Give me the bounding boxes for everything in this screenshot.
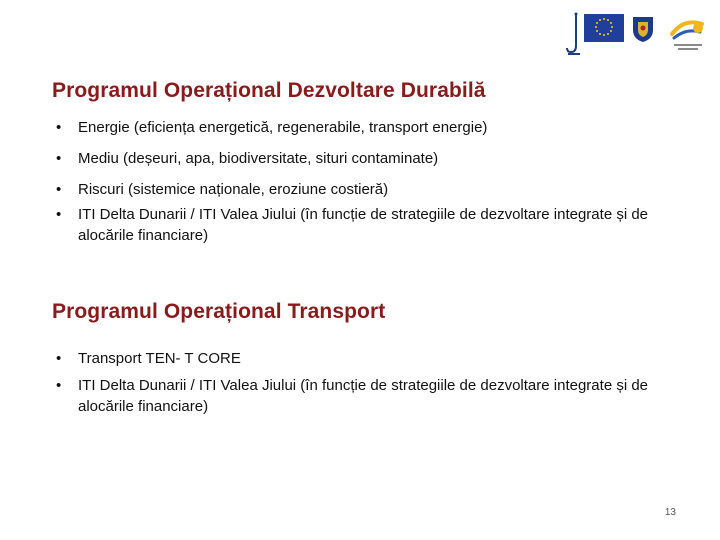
bullet-icon: •: [56, 206, 62, 223]
programme-logo-icon: [666, 14, 710, 54]
list-item: [52, 148, 672, 169]
list-item-text: ITI Delta Dunarii / ITI Valea Jiului (în funcție de strategiile de dezvoltare integrate și de alocările financiare): [78, 206, 649, 244]
list-item: [52, 117, 672, 138]
page-number: 13: [664, 507, 676, 518]
bullet-icon: •: [56, 119, 62, 136]
bullet-list-dezvoltare-durabila: [52, 117, 672, 246]
logo-bar: [566, 12, 710, 56]
list-item: [52, 375, 672, 417]
list-item-text: Energie (eficiența energetică, regenerabile, transport energie): [78, 119, 488, 136]
bullet-icon: •: [56, 150, 62, 167]
eu-flag-icon: [584, 14, 624, 42]
government-crest-icon: [629, 14, 657, 44]
list-item: [52, 204, 672, 246]
list-item: [52, 348, 672, 369]
list-item: [52, 179, 672, 200]
hook-logo-icon: [566, 12, 582, 56]
section-title-transport: Programul Operațional Transport: [52, 300, 386, 323]
bullet-icon: •: [56, 181, 62, 198]
list-item-text: Transport TEN- T CORE: [78, 350, 241, 367]
list-item-text: Mediu (deșeuri, apa, biodiversitate, situri contaminate): [78, 150, 439, 167]
list-item-text: ITI Delta Dunarii / ITI Valea Jiului (în funcție de strategiile de dezvoltare integrate și de alocările financiare): [78, 377, 649, 415]
bullet-icon: •: [56, 377, 62, 394]
bullet-list-transport: [52, 348, 672, 417]
section-title-dezvoltare-durabila: Programul Operațional Dezvoltare Durabilă: [52, 79, 486, 102]
list-item-text: Riscuri (sistemice naționale, eroziune costieră): [78, 181, 389, 198]
bullet-icon: •: [56, 350, 62, 367]
